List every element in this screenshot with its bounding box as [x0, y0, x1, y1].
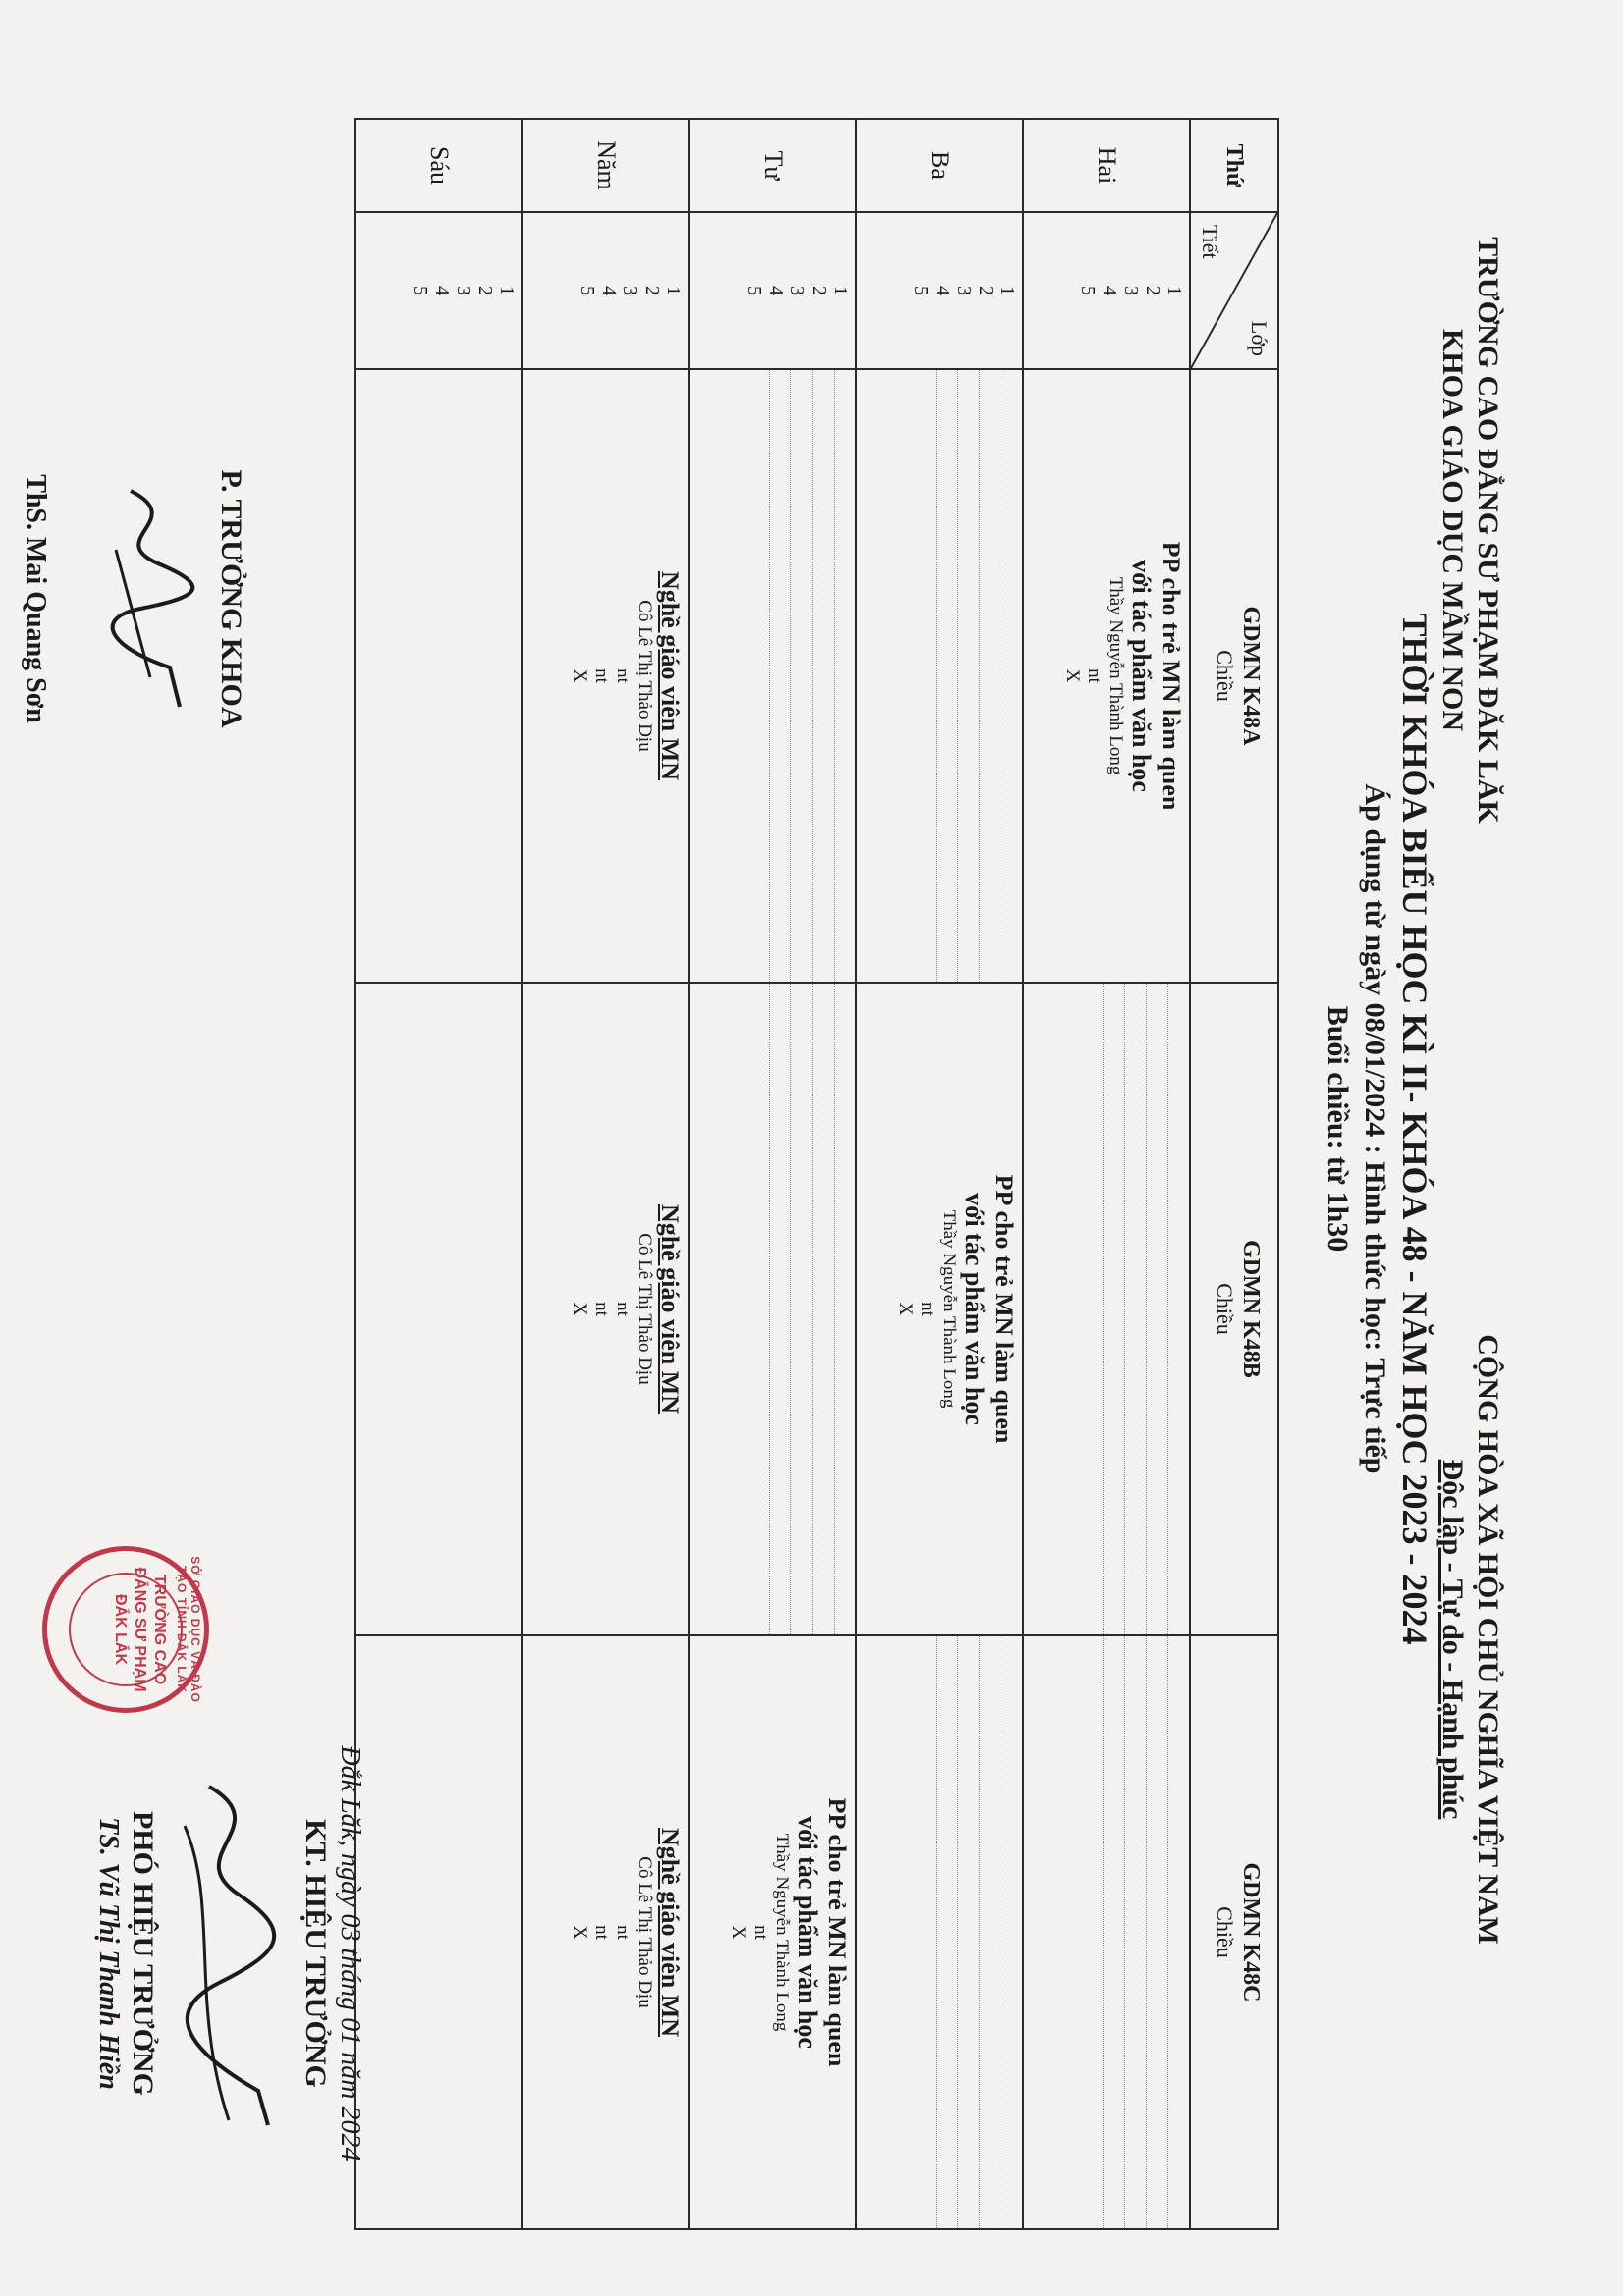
page-title: THỜI KHÓA BIỂU HỌC KÌ II- KHÓA 48 - NĂM HỌC 2023 - 2024 [1395, 613, 1434, 1645]
left-name: ThS. Mai Quang Sơn [21, 474, 51, 723]
applied-date: Áp dụng từ ngày 08/01/2024 : Hình thức học: Trực tiếp [1359, 783, 1391, 1474]
cell-tu-c [689, 1635, 856, 2229]
course-title: Nghề giáo viên MN [656, 1827, 684, 2038]
day-row-sau [355, 119, 522, 2229]
repeat-mark: nt [613, 1925, 633, 1940]
faculty-name: KHOA GIÁO DỤC MẦM NON [1436, 329, 1469, 731]
left-role: P. TRƯỞNG KHOA [215, 469, 247, 728]
nation-header [1434, 1207, 1505, 2071]
stamp-ring-text: SỞ GIÁO DỤC VÀ ĐÀO TẠO TỈNH ĐẮK LẮK [175, 1556, 202, 1703]
course-title-line2: với tác phẩm văn học [960, 1193, 989, 1425]
course-teacher: Thầy Nguyễn Thành Long [939, 1209, 959, 1409]
end-mark: X [569, 668, 590, 683]
header-thu: Thứ [1190, 119, 1278, 212]
cell-nam-b [522, 983, 689, 1635]
course-teacher: Thầy Nguyễn Thành Long [1106, 576, 1126, 775]
header-tiet: Tiết [1198, 225, 1222, 259]
course-title-line1: PP cho trẻ MN làm quen [823, 1797, 851, 2067]
end-mark: X [895, 1302, 916, 1316]
school-header [1434, 187, 1505, 874]
end-mark: X [729, 1925, 749, 1940]
timetable [354, 118, 1279, 2230]
official-stamp [42, 1546, 209, 1713]
period-1: 1 [997, 286, 1018, 295]
course-title-line2: với tác phẩm văn học [793, 1816, 822, 2049]
day-label: Năm [522, 119, 689, 212]
end-mark: X [1062, 668, 1083, 683]
period-5: 5 [409, 286, 431, 295]
period-3: 3 [953, 286, 975, 295]
class-b-name: GDMN K48B [1238, 1240, 1264, 1378]
right-signature [160, 1767, 298, 2140]
end-mark: X [569, 1302, 590, 1316]
course-teacher: Cô Lê Thị Thảo Dịu [634, 1856, 655, 2008]
period-1: 1 [1163, 286, 1185, 295]
course-title-line2: với tác phẩm văn học [1127, 560, 1156, 792]
period-4: 4 [932, 286, 953, 295]
period-1: 1 [830, 286, 851, 295]
repeat-mark: nt [750, 1925, 771, 1940]
period-4: 4 [431, 286, 453, 295]
sign-date: Đắk Lăk, ngày 03 tháng 01 năm 2024 [335, 1745, 365, 2162]
cell-hai-b [1023, 983, 1190, 1635]
cell-ba-b [856, 983, 1023, 1635]
period-list [522, 212, 689, 369]
period-5: 5 [1077, 286, 1099, 295]
day-label: Ba [856, 119, 1023, 212]
period-1: 1 [496, 286, 517, 295]
period-list [355, 212, 522, 369]
class-a-session: Chiều [1213, 650, 1237, 702]
cell-tu-a [689, 369, 856, 983]
cell-hai-a [1023, 369, 1190, 983]
period-5: 5 [576, 286, 598, 295]
period-list [689, 212, 856, 369]
period-5: 5 [743, 286, 765, 295]
left-signature [91, 471, 209, 726]
day-label: Tư [689, 119, 856, 212]
repeat-mark: nt [591, 668, 612, 683]
period-list [1023, 212, 1190, 369]
repeat-mark: nt [591, 1925, 612, 1940]
day-row-hai [1023, 119, 1190, 2229]
nation-motto: Độc lập - Tự do - Hạnh phúc [1436, 1459, 1469, 1820]
nation-title: CỘNG HÒA XÃ HỘI CHỦ NGHĨA VIỆT NAM [1472, 1334, 1504, 1945]
header-class-b [1190, 983, 1278, 1635]
class-b-session: Chiều [1213, 1283, 1237, 1335]
course-teacher: Thầy Nguyễn Thành Long [772, 1833, 792, 2032]
cell-sau-c [355, 1635, 522, 2229]
cell-nam-a [522, 369, 689, 983]
cell-nam-c [522, 1635, 689, 2229]
header-lop-tiet [1190, 212, 1278, 369]
period-2: 2 [808, 286, 830, 295]
header-class-c [1190, 1635, 1278, 2229]
day-row-tu [689, 119, 856, 2229]
school-name: TRƯỜNG CAO ĐẲNG SƯ PHẠM ĐĂK LĂK [1472, 237, 1504, 824]
title-block [1319, 245, 1436, 2012]
left-signature-block [19, 324, 248, 874]
repeat-mark: nt [591, 1302, 612, 1316]
course-title: Nghề giáo viên MN [656, 1203, 684, 1415]
period-3: 3 [786, 286, 808, 295]
period-1: 1 [663, 286, 684, 295]
end-mark: X [569, 1925, 590, 1940]
repeat-mark: nt [613, 1302, 633, 1316]
period-2: 2 [1142, 286, 1163, 295]
period-2: 2 [474, 286, 496, 295]
class-c-name: GDMN K48C [1238, 1862, 1264, 2002]
header-lop: Lớp [1247, 320, 1271, 356]
cell-ba-a [856, 369, 1023, 983]
course-title-line1: PP cho trẻ MN làm quen [990, 1174, 1018, 1444]
day-row-nam [522, 119, 689, 2229]
day-label: Sáu [355, 119, 522, 212]
course-title-line1: PP cho trẻ MN làm quen [1157, 541, 1185, 811]
cell-ba-c [856, 1635, 1023, 2229]
period-5: 5 [910, 286, 932, 295]
period-list [856, 212, 1023, 369]
day-label: Hai [1023, 119, 1190, 212]
class-a-name: GDMN K48A [1238, 606, 1264, 746]
repeat-mark: nt [917, 1302, 938, 1316]
period-4: 4 [765, 286, 786, 295]
class-c-session: Chiều [1213, 1906, 1237, 1958]
right-role: PHÓ HIỆU TRƯỞNG [127, 1810, 159, 2097]
session-time: Buổi chiều: từ 1h30 [1322, 1005, 1354, 1253]
cell-hai-c [1023, 1635, 1190, 2229]
period-4: 4 [598, 286, 620, 295]
course-title: Nghề giáo viên MN [656, 570, 684, 781]
right-name: TS. Vũ Thị Thanh Hiền [93, 1817, 124, 2090]
cell-sau-b [355, 983, 522, 1635]
period-3: 3 [620, 286, 641, 295]
repeat-mark: nt [1084, 668, 1105, 683]
day-row-ba [856, 119, 1023, 2229]
table-header-row [1190, 119, 1278, 2229]
period-4: 4 [1099, 286, 1120, 295]
course-teacher: Cô Lê Thị Thảo Dịu [634, 600, 655, 752]
stamp-center-text: TRƯỜNG CAO ĐẲNG SƯ PHẠM ĐẮK LẮK [112, 1567, 168, 1692]
period-2: 2 [641, 286, 663, 295]
repeat-mark: nt [613, 668, 633, 683]
header-class-a [1190, 369, 1278, 983]
period-2: 2 [975, 286, 997, 295]
period-3: 3 [453, 286, 474, 295]
course-teacher: Cô Lê Thị Thảo Dịu [634, 1233, 655, 1385]
right-ki: KT. HIỆU TRƯỞNG [299, 1819, 332, 2088]
right-signature-block [91, 1659, 366, 2248]
cell-tu-b [689, 983, 856, 1635]
period-3: 3 [1120, 286, 1142, 295]
cell-sau-a [355, 369, 522, 983]
